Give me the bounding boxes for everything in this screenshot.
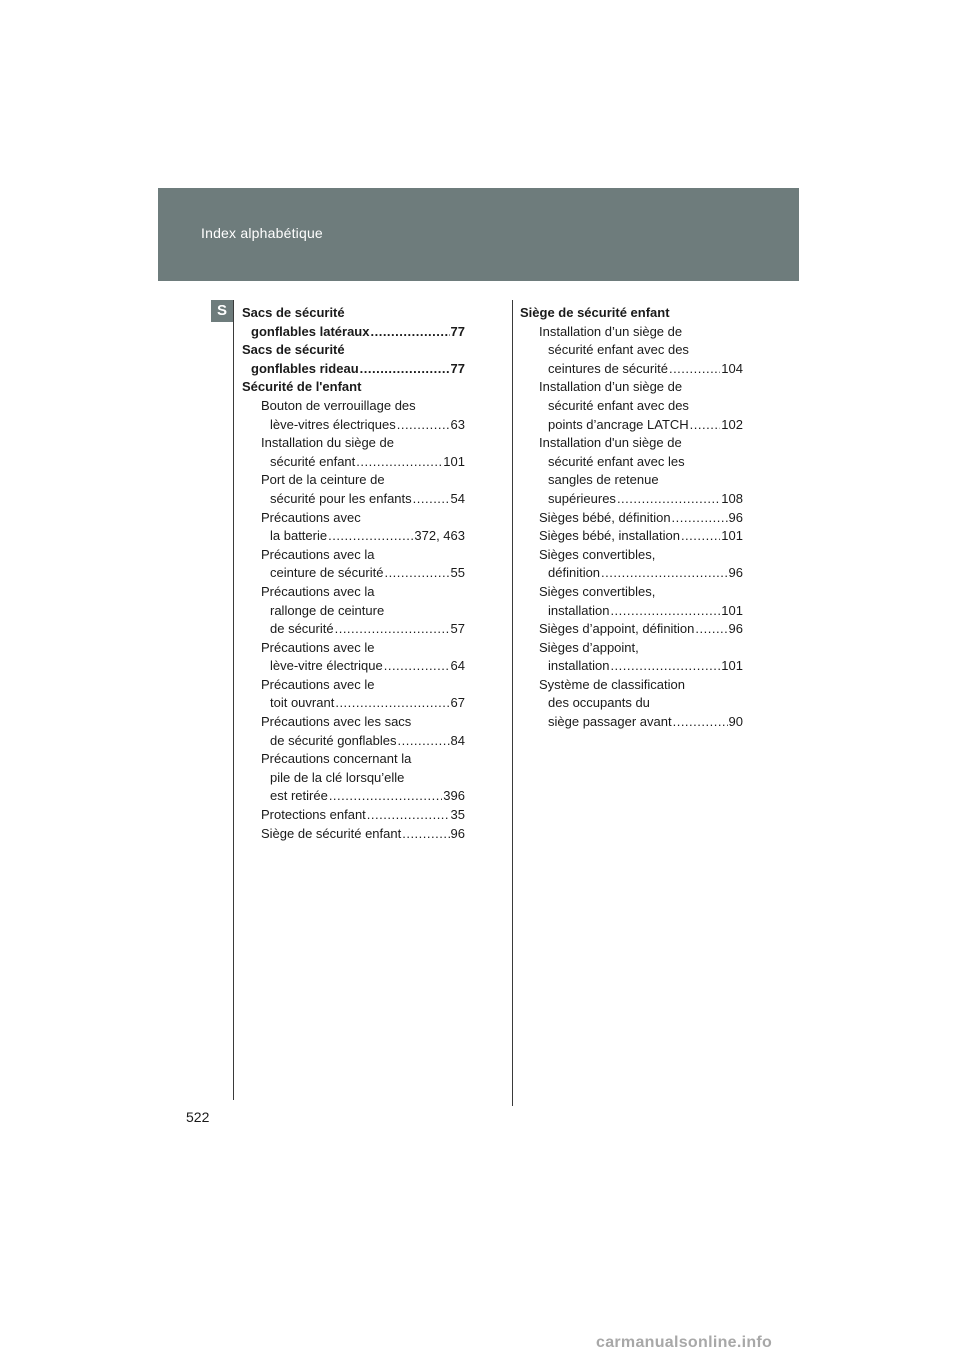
index-entry-text: Siège de sécurité enfant — [520, 305, 670, 320]
index-entry-text: Précautions avec la — [261, 583, 375, 599]
page-reference: 96 — [450, 825, 465, 841]
page-reference: 63 — [450, 416, 465, 432]
index-entry-text: la batterie — [270, 528, 328, 544]
index-entry-line — [539, 602, 743, 621]
index-entry-text: des occupants du — [548, 695, 650, 711]
index-column-1 — [242, 304, 465, 843]
index-entry-text: rallonge de ceinture — [270, 602, 385, 618]
leader-dots — [681, 527, 720, 546]
leader-dots — [367, 806, 450, 825]
section-title: Index alphabétique — [201, 225, 323, 241]
index-entry-text: Installation d’un siège de — [539, 379, 683, 395]
leader-dots — [673, 713, 728, 732]
index-entry-text: Sièges convertibles, — [539, 583, 656, 599]
index-entry-line — [242, 360, 465, 379]
index-entry-line — [261, 527, 465, 546]
index-entry-line — [261, 806, 465, 825]
index-entry-line — [261, 620, 465, 639]
index-entry-text: sécurité enfant avec des — [548, 342, 689, 358]
leader-dots — [370, 323, 449, 342]
page-reference: 102 — [721, 416, 743, 432]
index-entry-text: Sécurité de l'enfant — [242, 379, 362, 395]
page-reference: 64 — [450, 658, 465, 674]
index-entry-text: Sièges bébé, installation — [539, 528, 680, 544]
page-reference: 101 — [443, 453, 465, 469]
index-entry-line — [261, 732, 465, 751]
index-entry-text: sécurité enfant avec des — [548, 397, 689, 413]
index-entry-text: siège passager avant — [548, 714, 672, 730]
index-entry-line — [242, 323, 465, 342]
index-entry-text: installation — [548, 658, 610, 674]
index-entry-line — [539, 620, 743, 639]
index-letter-tab: S — [211, 300, 233, 322]
page-reference: 396 — [443, 788, 465, 804]
index-entry-text: de sécurité — [270, 621, 334, 637]
index-entry-text: sangles de retenue — [548, 472, 659, 488]
index-entry — [242, 546, 465, 583]
index-entry — [242, 341, 465, 378]
index-entry — [242, 583, 465, 639]
index-entry — [242, 397, 465, 434]
page-reference: 101 — [721, 602, 743, 618]
index-entry-text: points d’ancrage LATCH — [548, 416, 689, 432]
index-entry — [242, 713, 465, 750]
page-reference: 77 — [450, 323, 465, 339]
index-entry-text: Installation du siège de — [261, 435, 394, 451]
index-entry — [242, 509, 465, 546]
leader-dots — [384, 657, 450, 676]
index-entry-text: est retirée — [270, 788, 328, 804]
index-entry-line — [261, 453, 465, 472]
section-header — [158, 188, 799, 281]
index-entry-line — [539, 509, 743, 528]
index-entry-text: Installation d'un siège de — [539, 435, 682, 451]
page-reference: 77 — [450, 360, 465, 376]
index-entry-text: Sièges bébé, définition — [539, 509, 671, 525]
leader-dots — [335, 694, 449, 713]
leader-dots — [384, 564, 449, 583]
index-entry-text: sécurité enfant — [270, 453, 356, 469]
index-entry-text: Précautions avec la — [261, 546, 375, 562]
leader-dots — [402, 825, 449, 844]
index-entry-text: toit ouvrant — [270, 695, 335, 711]
page-reference: 96 — [728, 621, 743, 637]
index-entry-text: de sécurité gonflables — [270, 732, 397, 748]
index-entry-text: Précautions avec les sacs — [261, 714, 412, 730]
index-entry — [520, 304, 743, 323]
leader-dots — [690, 416, 721, 435]
leader-dots — [695, 620, 727, 639]
page-reference: 101 — [721, 658, 743, 674]
page-number: 522 — [186, 1109, 210, 1125]
index-entry-text: supérieures — [548, 490, 616, 506]
index-entry-text: gonflables rideau — [251, 360, 359, 376]
page-reference: 90 — [728, 714, 743, 730]
index-entry-text: lève-vitres électriques — [270, 416, 396, 432]
index-entry-line — [520, 304, 743, 323]
index-entry — [242, 639, 465, 676]
page-reference: 35 — [450, 807, 465, 823]
page-reference: 104 — [721, 360, 743, 376]
leader-dots — [328, 527, 413, 546]
index-entry-text: Sièges d’appoint, — [539, 639, 639, 655]
index-entry-text: Précautions avec — [261, 509, 361, 525]
index-entry — [520, 620, 743, 639]
page-reference: 84 — [450, 732, 465, 748]
index-entry — [520, 639, 743, 676]
index-entry — [520, 323, 743, 379]
index-entry-text: Protections enfant — [261, 807, 366, 823]
index-entry-text: Sacs de sécurité — [242, 342, 345, 358]
index-entry-line — [261, 657, 465, 676]
leader-dots — [610, 602, 720, 621]
index-entry-text: ceintures de sécurité — [548, 360, 668, 376]
index-entry-text: Bouton de verrouillage des — [261, 397, 416, 413]
index-entry-text: sécurité pour les enfants — [270, 490, 412, 506]
index-entry-text: Précautions avec le — [261, 676, 375, 692]
index-entry-text: Installation d’un siège de — [539, 323, 683, 339]
index-entry — [520, 676, 743, 732]
index-entry-text: Précautions concernant la — [261, 751, 412, 767]
index-entry-text: Précautions avec le — [261, 639, 375, 655]
page-reference: 96 — [728, 509, 743, 525]
page-reference: 96 — [728, 565, 743, 581]
index-entry — [520, 527, 743, 546]
index-entry — [242, 471, 465, 508]
index-entry-text: Sièges d’appoint, définition — [539, 621, 695, 637]
leader-dots — [669, 360, 720, 379]
index-entry — [520, 509, 743, 528]
index-entry — [242, 676, 465, 713]
index-entry — [242, 304, 465, 341]
index-entry — [520, 378, 743, 434]
index-entry-text: Siège de sécurité enfant — [261, 825, 402, 841]
index-entry-line — [539, 657, 743, 676]
index-entry-line — [261, 416, 465, 435]
index-entry — [242, 806, 465, 825]
index-entry-text: gonflables latéraux — [251, 323, 370, 339]
index-entry-line — [539, 360, 743, 379]
column-divider — [512, 300, 513, 1106]
index-entry-line — [242, 378, 465, 397]
index-entry-text: installation — [548, 602, 610, 618]
leader-dots — [335, 620, 450, 639]
index-entry-line — [539, 564, 743, 583]
index-entry-line — [261, 564, 465, 583]
index-entry — [520, 434, 743, 508]
index-entry — [242, 825, 465, 844]
index-entry-line — [261, 787, 465, 806]
leader-dots — [610, 657, 720, 676]
leader-dots — [601, 564, 727, 583]
leader-dots — [356, 453, 442, 472]
index-entry-text: Système de classification — [539, 676, 685, 692]
page-reference: 108 — [721, 490, 743, 506]
index-entry-text: pile de la clé lorsqu’elle — [270, 769, 405, 785]
left-divider — [233, 300, 234, 1100]
index-entry-text: lève-vitre électrique — [270, 658, 383, 674]
leader-dots — [617, 490, 720, 509]
page-reference: 372, 463 — [414, 528, 465, 544]
index-entry-text: Sièges convertibles, — [539, 546, 656, 562]
index-entry-text: ceinture de sécurité — [270, 565, 384, 581]
page-reference: 67 — [450, 695, 465, 711]
index-entry-line — [261, 694, 465, 713]
index-entry — [242, 378, 465, 397]
leader-dots — [397, 416, 450, 435]
index-entry-line — [539, 416, 743, 435]
leader-dots — [360, 360, 450, 379]
leader-dots — [413, 490, 450, 509]
page-reference: 55 — [450, 565, 465, 581]
index-entry-line — [539, 490, 743, 509]
index-entry-line — [261, 825, 465, 844]
leader-dots — [397, 732, 449, 751]
index-entry-text: sécurité enfant avec les — [548, 453, 685, 469]
leader-dots — [672, 509, 728, 528]
index-entry-text: Sacs de sécurité — [242, 305, 345, 320]
index-entry-line — [539, 713, 743, 732]
leader-dots — [329, 787, 442, 806]
page-reference: 57 — [450, 621, 465, 637]
index-entry-text: définition — [548, 565, 601, 581]
page-reference: 101 — [721, 528, 743, 544]
index-column-2 — [520, 304, 743, 732]
index-entry — [242, 434, 465, 471]
index-entry-text: Port de la ceinture de — [261, 472, 385, 488]
index-entry — [520, 546, 743, 583]
index-entry-line — [261, 490, 465, 509]
index-entry — [520, 583, 743, 620]
index-entry-line — [539, 527, 743, 546]
page-reference: 54 — [450, 490, 465, 506]
index-entry — [242, 750, 465, 806]
watermark-text: carmanualsonline.info — [596, 1334, 773, 1351]
